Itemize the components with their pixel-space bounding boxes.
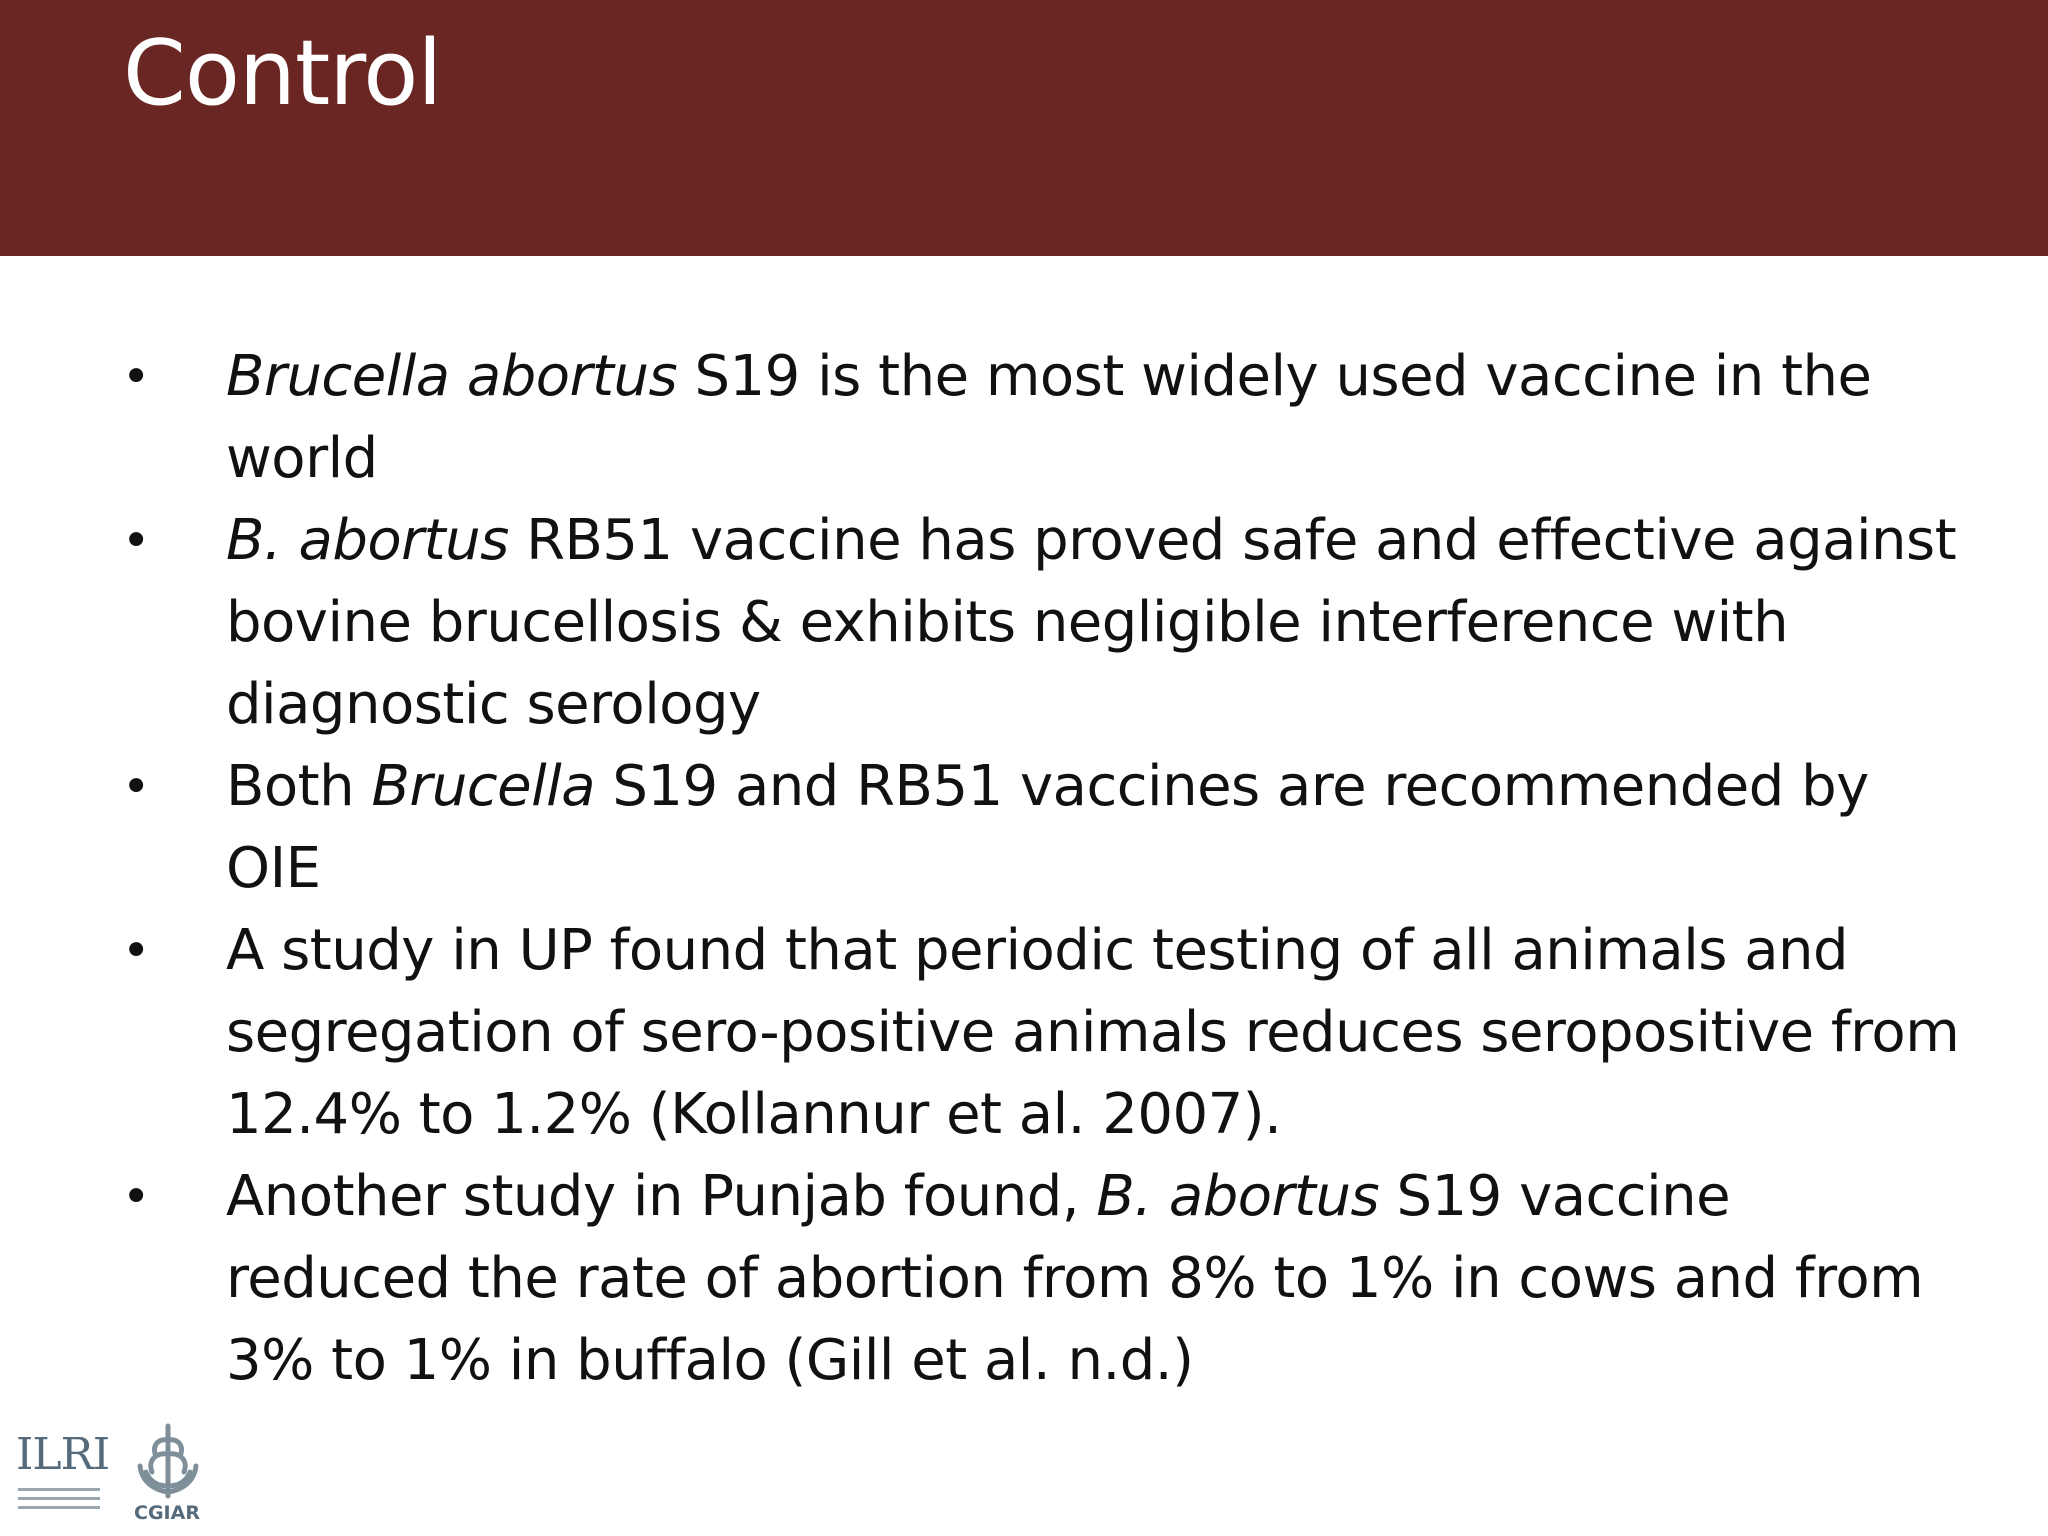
bullet-marker: •: [122, 1169, 150, 1225]
bullet-text: S19 is the most widely used vaccine in the world: [226, 344, 1872, 491]
bullet-item: [0, 746, 1966, 910]
footer-logos: [14, 1416, 214, 1526]
ilri-logo: [14, 1429, 110, 1526]
bullet-marker: •: [122, 759, 150, 815]
bullet-text: Another study in Punjab found,: [226, 1164, 1097, 1229]
cgiar-logo-text: CGIAR: [134, 1502, 200, 1524]
bullet-marker: •: [122, 513, 150, 569]
cgiar-logo: [126, 1418, 210, 1526]
bullet-text: Both: [226, 754, 372, 819]
bullet-text-italic: B. abortus: [226, 508, 509, 573]
bullet-text: S19 and RB51 vaccines are recommended by OIE: [226, 754, 1869, 901]
cgiar-wheat-icon: [126, 1418, 210, 1502]
bullet-text-italic: Brucella: [371, 754, 596, 819]
slide-title: Control: [123, 21, 442, 126]
ilri-logo-lines: [18, 1488, 100, 1515]
bullet-item: [0, 910, 1966, 1156]
bullet-text-italic: Brucella abortus: [226, 344, 678, 409]
bullet-item: [0, 336, 1966, 500]
bullet-text: RB51 vaccine has proved safe and effective against bovine brucellosis & exhibits negligible interference with diagnostic serology: [226, 508, 1957, 737]
bullet-item: [0, 1156, 1966, 1402]
bullet-text: A study in UP found that periodic testing of all animals and segregation of sero-positive animals reduces seropositive from 12.4% to 1.2% (Kollannur et al. 2007).: [226, 918, 1960, 1147]
bullet-list: [0, 336, 2048, 1402]
bullet-marker: •: [122, 923, 150, 979]
ilri-logo-text: ILRI: [16, 1429, 110, 1480]
bullet-item: [0, 500, 1966, 746]
bullet-marker: •: [122, 349, 150, 405]
bullet-text: S19 vaccine reduced the rate of abortion from 8% to 1% in cows and from 3% to 1% in buffalo (Gill et al. n.d.): [226, 1164, 1924, 1393]
bullet-text-italic: B. abortus: [1096, 1164, 1380, 1229]
title-band: [0, 0, 2048, 256]
